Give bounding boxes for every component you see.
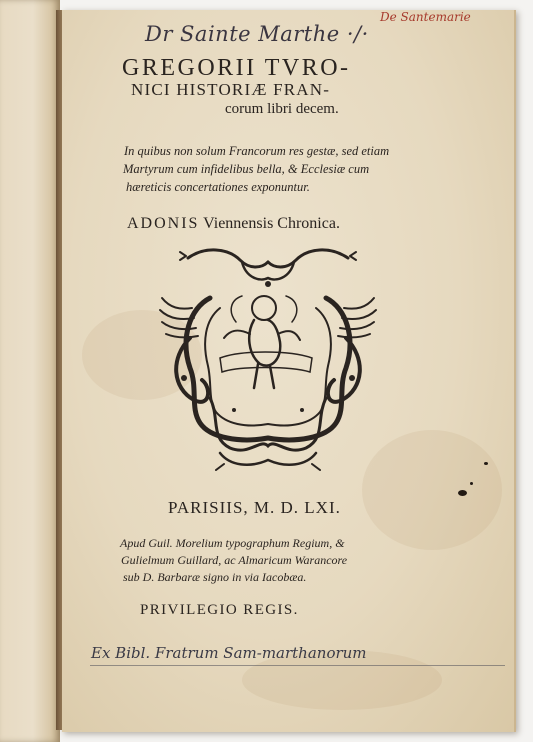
subtitle-line-1: In quibus non solum Francorum res gestæ, sed etiam — [124, 144, 390, 158]
imprint-line-2: Gulielmum Guillard, ac Almaricum Warancore — [121, 553, 348, 567]
adonis-rest: Viennensis Chronica. — [199, 215, 340, 232]
title-line-1: GREGORII TVRO- — [122, 55, 351, 81]
imprint-line-1: Apud Guil. Morelium typographum Regium, & — [120, 536, 345, 550]
ownership-inscription: Dr Sainte Marthe ·/· — [145, 22, 369, 46]
royal-privilege: PRIVILEGIO REGIS. — [140, 602, 299, 618]
subtitle-line-3: hæreticis concertationes exponuntur. — [126, 180, 310, 194]
title-line-3: corum libri decem. — [225, 101, 339, 117]
subtitle-line-2: Martyrum cum infidelibus bella, & Ecclesiæ cum — [123, 162, 370, 176]
place-and-date: PARISIIS, M. D. LXI. — [168, 498, 341, 517]
ink-blot — [458, 490, 467, 496]
adonis-line — [127, 215, 340, 233]
printers-device-woodcut — [150, 238, 386, 478]
imprint-line-3: sub D. Barbaræ signo in via Iacobæa. — [123, 570, 307, 584]
ink-spot — [470, 482, 473, 485]
ex-libris-rule — [90, 665, 505, 666]
adonis-name: ADONIS — [127, 215, 200, 232]
ex-libris-inscription: Ex Bibl. Fratrum Sam-marthanorum — [91, 644, 367, 662]
ink-spot — [484, 462, 488, 465]
left-flyleaf — [0, 0, 60, 742]
title-line-2: NICI HISTORIÆ FRAN- — [131, 80, 331, 99]
red-ownership-note: De Santemarie — [380, 10, 471, 24]
